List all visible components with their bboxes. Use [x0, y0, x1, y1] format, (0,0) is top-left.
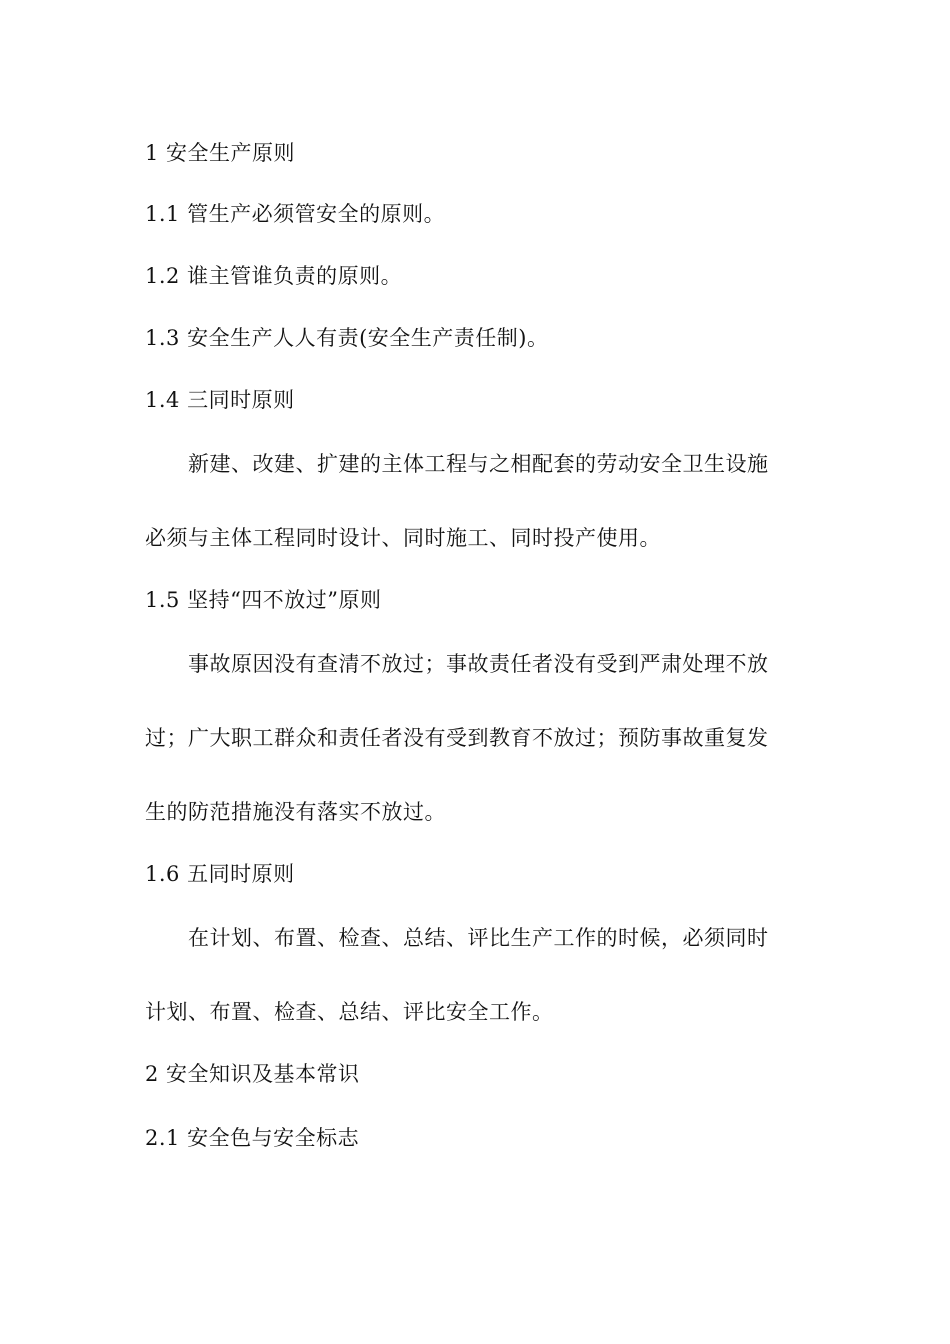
item-1-3: 1.3 安全生产人人有责(安全生产责任制)。: [145, 326, 549, 350]
item-1-6-heading: 1.6 五同时原则: [145, 862, 295, 886]
item-1-5-paragraph-line-3: 生的防范措施没有落实不放过。: [145, 800, 446, 824]
item-1-4-paragraph-line-1: 新建、改建、扩建的主体工程与之相配套的劳动安全卫生设施: [188, 452, 769, 476]
item-1-2: 1.2 谁主管谁负责的原则。: [145, 264, 403, 288]
item-1-6-paragraph-line-1: 在计划、布置、检查、总结、评比生产工作的时候，必须同时: [188, 926, 769, 950]
item-1-5-paragraph-line-2: 过；广大职工群众和责任者没有受到教育不放过；预防事故重复发: [145, 726, 769, 750]
item-1-6-paragraph-line-2: 计划、布置、检查、总结、评比安全工作。: [145, 1000, 554, 1024]
item-2-1-heading: 2.1 安全色与安全标志: [145, 1126, 360, 1150]
item-1-5-heading: 1.5 坚持“四不放过”原则: [145, 588, 382, 612]
item-1-1: 1.1 管生产必须管安全的原则。: [145, 202, 446, 226]
item-1-5-paragraph-line-1: 事故原因没有查清不放过；事故责任者没有受到严肃处理不放: [188, 652, 769, 676]
item-1-4-heading: 1.4 三同时原则: [145, 388, 295, 412]
heading-1-safety-production-principles: 1 安全生产原则: [145, 141, 296, 165]
heading-2-safety-knowledge: 2 安全知识及基本常识: [145, 1062, 360, 1086]
item-1-4-paragraph-line-2: 必须与主体工程同时设计、同时施工、同时投产使用。: [145, 526, 661, 550]
